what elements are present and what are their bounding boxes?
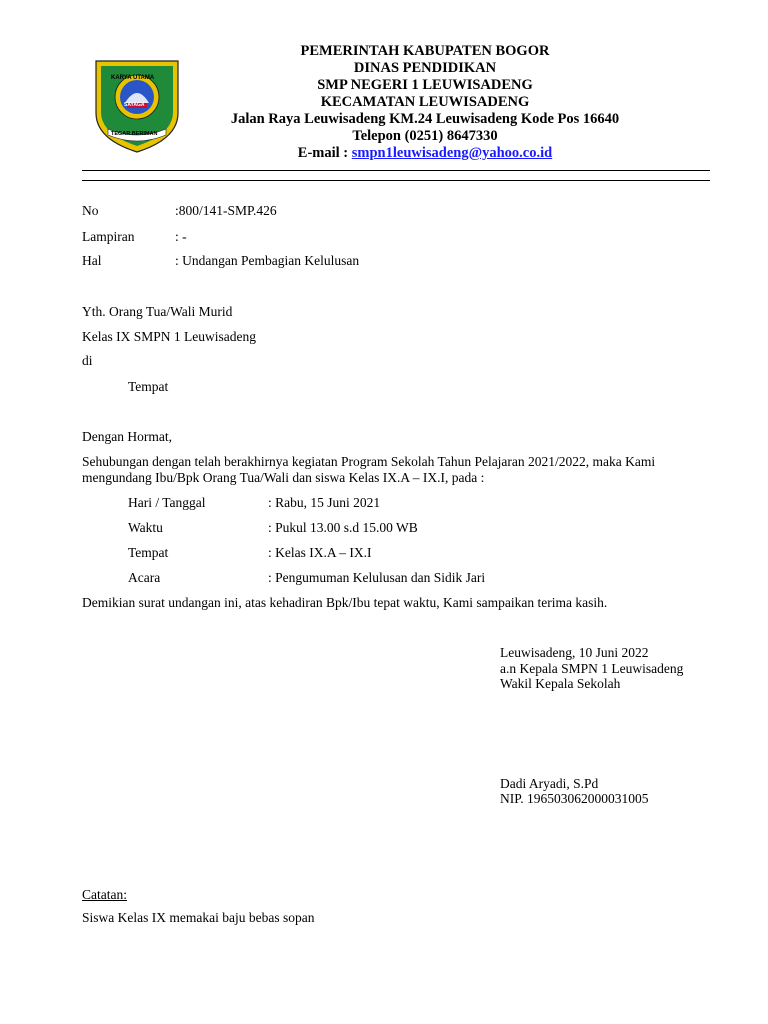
logo-text-mid: SAYAGA <box>124 102 145 108</box>
letterhead-address: Jalan Raya Leuwisadeng KM.24 Leuwisadeng Kode Pos 16640 <box>230 111 620 127</box>
letterhead-government: PEMERINTAH KABUPATEN BOGOR <box>300 43 550 59</box>
letterhead-school: SMP NEGERI 1 LEUWISADENG <box>317 77 533 93</box>
detail-label-event: Acara <box>128 570 161 585</box>
logo-text-top: KARYA UTAMA <box>111 75 155 81</box>
logo-motto: TEGAR BERIMAN <box>111 131 158 137</box>
signature-on-behalf: a.n Kepala SMPN 1 Leuwisadeng <box>500 661 684 676</box>
note-text: Siswa Kelas IX memakai baju bebas sopan <box>82 910 315 925</box>
detail-value-day: : Rabu, 15 Juni 2021 <box>268 495 381 510</box>
email-link[interactable]: smpn1leuwisadeng@yahoo.co.id <box>351 145 553 161</box>
signatory-name: Dadi Aryadi, S.Pd <box>500 776 599 791</box>
detail-label-day: Hari / Tanggal <box>128 495 206 510</box>
letterhead-divider-thin <box>82 170 710 171</box>
signature-position: Wakil Kepala Sekolah <box>500 676 621 691</box>
recipient-line-2: Kelas IX SMPN 1 Leuwisadeng <box>82 329 256 344</box>
detail-label-place: Tempat <box>128 545 169 560</box>
letterhead-district: KECAMATAN LEUWISADENG <box>320 94 530 110</box>
letterhead-divider-thick <box>82 180 710 181</box>
detail-label-time: Waktu <box>128 520 163 535</box>
no-label: No <box>82 203 99 218</box>
hal-value: : Undangan Pembagian Kelulusan <box>175 253 360 268</box>
letterhead-phone: Telepon (0251) 8647330 <box>352 128 498 144</box>
recipient-line-3: di <box>82 353 93 368</box>
recipient-line-1: Yth. Orang Tua/Wali Murid <box>82 304 233 319</box>
letterhead-department: DINAS PENDIDIKAN <box>353 60 497 76</box>
letterhead-email-line <box>200 145 650 162</box>
hal-label: Hal <box>82 253 102 268</box>
intro-paragraph: Sehubungan dengan telah berakhirnya kegiatan Program Sekolah Tahun Pelajaran 2021/2022, maka Kami mengundang Ibu/Bpk Orang Tua/Wali dan siswa Kelas IX.A – IX.I, pada : <box>82 454 656 485</box>
signature-place-date: Leuwisadeng, 10 Juni 2022 <box>500 645 649 660</box>
email-label: E-mail : <box>297 145 352 161</box>
greeting: Dengan Hormat, <box>82 429 172 444</box>
detail-value-event: : Pengumuman Kelulusan dan Sidik Jari <box>268 570 486 585</box>
detail-value-time: : Pukul 13.00 s.d 15.00 WB <box>268 520 418 535</box>
no-value: :800/141-SMP.426 <box>175 203 277 218</box>
signatory-nip: NIP. 196503062000031005 <box>500 791 649 806</box>
note-title: Catatan: <box>82 887 127 902</box>
recipient-line-4: Tempat <box>128 379 169 394</box>
letterhead <box>200 43 650 162</box>
lampiran-value: : - <box>175 229 187 244</box>
detail-value-place: : Kelas IX.A – IX.I <box>268 545 372 560</box>
closing-paragraph: Demikian surat undangan ini, atas kehadiran Bpk/Ibu tepat waktu, Kami sampaikan terima kasih. <box>82 595 608 610</box>
lampiran-label: Lampiran <box>82 229 135 244</box>
